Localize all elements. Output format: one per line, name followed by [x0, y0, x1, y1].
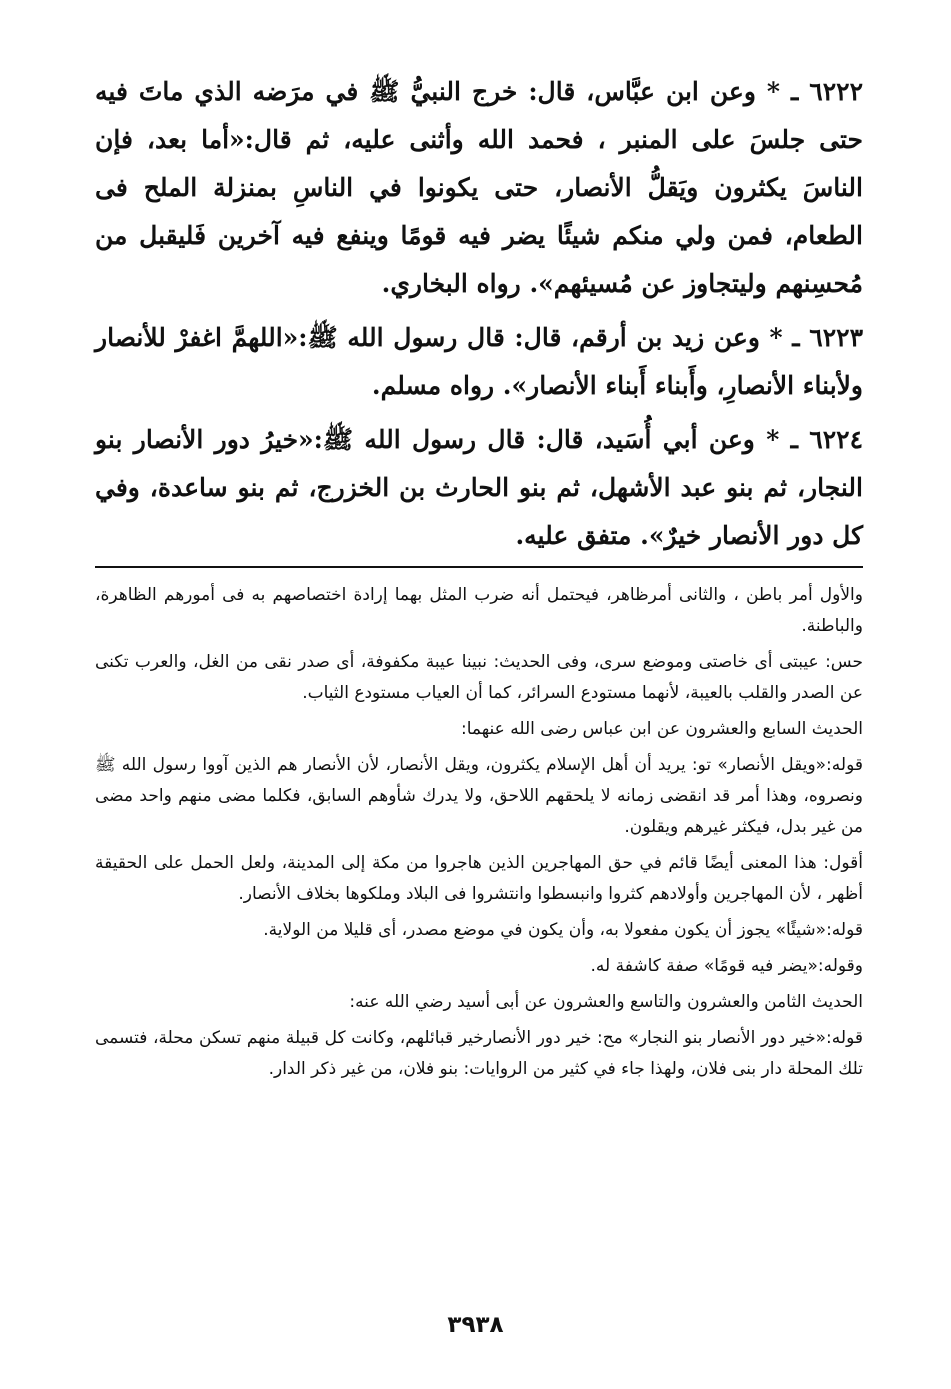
- page-number: ٣٩٣٨: [447, 1312, 504, 1338]
- hadith-6222: ٦٢٢٢ ـ * وعن ابن عبَّاس، قال: خرج النبيُّ ﷺ في مرَضه الذي ماتَ فيه حتى جلسَ على المنبر ، فحمد الله وأثنى عليه، ثم قال:«أما بعد، فإن الناسَ يكثرون ويَقلُّ الأنصار، حتى يكونوا في الناسِ بمنزلة الملح فى الطعام، فمن ولي منكم شيئًا يضر فيه قومًا وينفع فيه آخرين فَليقبل من مُحسِنهم وليتجاوز عن مُسيئهم». رواه البخاري.: [95, 77, 863, 298]
- note-paragraph: أقول: هذا المعنى أيضًا قائم في حق المهاجرين الذين هاجروا من مكة إلى المدينة، ولعل الحمل على الحقيقة أظهر ، لأن المهاجرين وأولادهم كثروا وانبسطوا وانتشروا فى البلاد وملكوها بخلاف الأنصار.: [95, 853, 863, 904]
- hadith-6223: ٦٢٢٣ ـ * وعن زيد بن أرقم، قال: قال رسول الله ﷺ:«اللهمَّ اغفرْ للأنصار ولأبناء الأنصارِ، وأَبناء أَبناء الأنصار». رواه مسلم.: [95, 323, 863, 400]
- commentary-section: [95, 580, 863, 1085]
- note-paragraph: حس: عيبتى أى خاصتى وموضع سرى، وفى الحديث: نبينا عيبة مكفوفة، أى صدر نقى من الغل، والعرب تكنى عن الصدر والقلب بالعيبة، لأنهما مستودع السرائر، كما أن العياب مستودع الثياب.: [95, 652, 863, 703]
- note-paragraph: قوله:«ويقل الأنصار» تو: يريد أن أهل الإسلام يكثرون، ويقل الأنصار، لأن الأنصار هم الذين آووا رسول الله ﷺ ونصروه، وهذا أمر قد انقضى زمانه لا يلحقهم اللاحق، ولا يدرك شأوهم السابق، فكلما مضى منهم واحد مضى من غير بدل، فيكثر غيرهم ويقلون.: [95, 755, 863, 837]
- note-paragraph: قوله:«خير دور الأنصار بنو النجار» مح: خير دور الأنصارخير قبائلهم، وكانت كل قبيلة منهم تسكن محلة، فتسمى تلك المحلة دار بنى فلان، ولهذا جاء في كثير من الروايات: بنو فلان، من غير ذكر الدار.: [95, 1028, 863, 1079]
- note-paragraph: وقوله:«يضر فيه قومًا» صفة كاشفة له.: [590, 956, 863, 976]
- section-divider: [95, 566, 863, 568]
- note-paragraph: والأول أمر باطن ، والثانى أمرظاهر، فيحتمل أنه ضرب المثل بهما إرادة اختصاصهم به فى أمورهم الظاهرة، والباطنة.: [95, 585, 863, 636]
- page-body: [95, 68, 863, 1090]
- hadith-6224: ٦٢٢٤ ـ * وعن أبي أُسَيد، قال: قال رسول الله ﷺ:«خيرُ دور الأنصار بنو النجار، ثم بنو عبد الأشهل، ثم بنو الحارث بن الخزرج، ثم بنو ساعدة، وفي كل دور الأنصار خيرٌ». متفق عليه.: [95, 425, 863, 550]
- hadith-section: [95, 68, 863, 560]
- note-paragraph: قوله:«شيئًا» يجوز أن يكون مفعولا به، وأن يكون في موضع مصدر، أى قليلا من الولاية.: [263, 920, 863, 940]
- note-heading: الحديث الثامن والعشرون والتاسع والعشرون عن أبى أسيد رضي الله عنه:: [349, 992, 863, 1012]
- note-heading: الحديث السابع والعشرون عن ابن عباس رضى الله عنهما:: [460, 719, 863, 739]
